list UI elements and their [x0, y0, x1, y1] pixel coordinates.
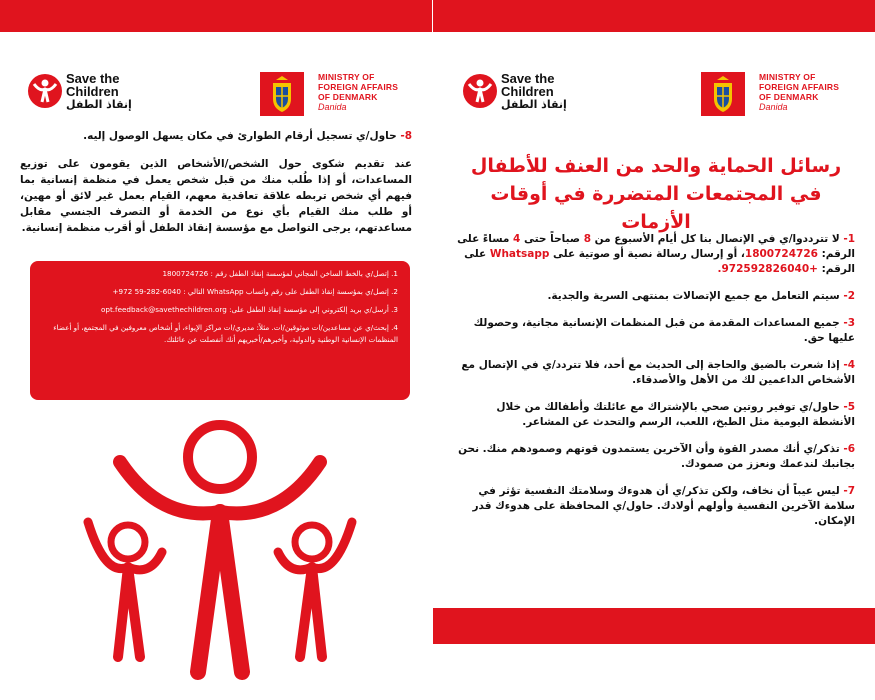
list-item	[455, 232, 855, 277]
item-highlight: 4	[513, 233, 521, 245]
item-highlight: 1800724726	[744, 248, 818, 260]
list-item	[455, 358, 855, 388]
mfa-line3: OF DENMARK	[318, 92, 378, 102]
list-item	[455, 316, 855, 346]
title-line-1: رسائل الحماية والحد من العنف للأطفال	[470, 155, 842, 177]
item-text: مساءً على الرقم:	[457, 233, 855, 260]
item-text: ليس عيباً أن نخاف، ولكن تذكر/ي أن هدوءك وسلامتك النفسية تؤثر في سلامة الآخرين النفسية وأولهم أولادك. حاول/ي المحافظة على هدوءك قدر الإمكان.	[472, 485, 855, 527]
item-text: جميع المساعدات المقدمة من قبل المنظمات الإنسانية مجانية، وحصولك عليها حق.	[473, 317, 855, 344]
mfa-denmark-logo-right	[701, 72, 839, 116]
item-8	[20, 129, 412, 144]
complaint-paragraph: عند تقديم شكوى حول الشخص/الأشخاص الذين يقومون على توزيع المساعدات، أو إذا طُلب منك من قبل شخص يعمل في منظمة إنسانية بما فيهم أي شخص تربطه علاقة تعاقدية معهم، القيام بعمل غير لائق أو مهين، أو طلب منك القيام بأي نوع من الخدمة أو التصرف الجنسي مقابل مساعدتهم، يرجى التواصل مع مؤسسة إنقاذ الطفل أو أقرب منظمة إنسانية.	[20, 158, 412, 234]
list-item	[455, 484, 855, 529]
item-number: 1-	[843, 233, 855, 245]
mfa-denmark-logo	[260, 72, 398, 116]
denmark-crest-icon-right	[701, 72, 745, 116]
top-red-bar-right	[433, 0, 875, 32]
contact-trusted-helpers: 4. إبحث/ي عن مساعدين/ات موثوقين/ات. مثلاً: مديري/ات مراكز الإيواء، أو أشخاص معروفين في المجتمع، أو أعضاء المنظمات الإنسانية الوطنية والدولية، وأخبرهم/أخبريهم أنك أنفصلت عن عائلتك.	[53, 323, 398, 344]
item-8-text: حاول/ي تسجيل أرقام الطوارئ في مكان يسهل الوصول إليه.	[83, 130, 397, 142]
stc-en-line2-right: Children	[501, 84, 554, 99]
page-title	[461, 152, 851, 236]
item-text: سيتم التعامل مع جميع الإتصالات بمنتهى السرية والجدية.	[547, 290, 840, 302]
item-8-number: 8-	[400, 130, 412, 142]
list-item	[455, 289, 855, 304]
item-number: 7-	[843, 485, 855, 497]
item-highlight: 8	[583, 233, 591, 245]
stc-arabic-name-right: إنقاذ الطفل	[501, 98, 567, 111]
item-number: 5-	[843, 401, 855, 413]
save-the-children-logo-right	[463, 72, 567, 110]
family-figures-illustration	[80, 402, 360, 692]
item-highlight: Whatsapp	[489, 248, 550, 260]
right-page	[433, 32, 875, 700]
mfa-line2-right: FOREIGN AFFAIRS	[759, 82, 840, 92]
item-text: على الرقم:	[464, 248, 855, 275]
item-text: لا تترددوا/ي في الإتصال بنا كل أيام الأسبوع من	[591, 233, 840, 245]
item-text: صباحاً حتى	[520, 233, 584, 245]
mfa-danida-right: Danida	[759, 102, 788, 112]
item-highlight: +972592826040.	[717, 263, 818, 275]
stc-en-line1-right: Save the	[501, 71, 555, 86]
denmark-crest-icon	[260, 72, 304, 116]
mfa-line2: FOREIGN AFFAIRS	[318, 82, 399, 92]
messages-list	[455, 232, 855, 541]
item-number: 2-	[843, 290, 855, 302]
save-the-children-icon	[28, 74, 62, 108]
save-the-children-logo	[28, 72, 132, 110]
list-item	[455, 442, 855, 472]
stc-arabic-name: إنقاذ الطفل	[66, 98, 132, 111]
item-number: 4-	[843, 359, 855, 371]
title-line-2: في المجتمعات المتضررة في أوقات الأزمات	[490, 183, 822, 233]
mfa-line3-right: OF DENMARK	[759, 92, 819, 102]
mfa-danida: Danida	[318, 102, 347, 112]
item-number: 6-	[843, 443, 855, 455]
list-item	[455, 400, 855, 430]
item-text: تذكر/ي أنك مصدر القوة وأن الآخرين يستمدون قوتهم وصمودهم منك. نحن بجانبك لندعمك ونعزز من صمودك.	[458, 443, 855, 470]
item-text: إذا شعرت بالضيق والحاجة إلى الحديث مع أحد، فلا تتردد/ي في الإتصال مع الأشخاص الداعمين لك من الأهل والأصدقاء.	[461, 359, 855, 386]
top-red-bar-left	[0, 0, 432, 32]
contact-email: 3. أرسل/ي بريد إلكتروني إلى مؤسسة إنقاذ الطفل على: opt.feedback@savethechildren.org	[100, 305, 398, 314]
item-number: 3-	[843, 317, 855, 329]
mfa-line1: MINISTRY OF	[318, 72, 375, 82]
left-page	[0, 32, 432, 700]
contact-whatsapp: 2. إتصل/ي بمؤسسة إنقاذ الطفل على رقم واتساب WhatsApp التالي : 6040-282-59 972+	[112, 287, 398, 296]
stc-en-line2: Children	[66, 84, 119, 99]
item-text: ، أو إرسال رسالة نصية أو صوتية على	[549, 248, 745, 260]
contact-hotline: 1. إتصل/ي بالخط الساخن المجاني لمؤسسة إنقاذ الطفل رقم : 1800724726	[162, 269, 398, 278]
contact-info-box	[30, 261, 410, 400]
bottom-red-bar-right	[433, 608, 875, 644]
mfa-line1-right: MINISTRY OF	[759, 72, 816, 82]
stc-en-line1: Save the	[66, 71, 120, 86]
item-text: حاول/ي توفير روتين صحي بالإشتراك مع عائلتك وأطفالك من خلال الأنشطة اليومية مثل الطبخ، اللعب، الرسم والتحدث عن المشاعر.	[496, 401, 855, 428]
save-the-children-icon-right	[463, 74, 497, 108]
